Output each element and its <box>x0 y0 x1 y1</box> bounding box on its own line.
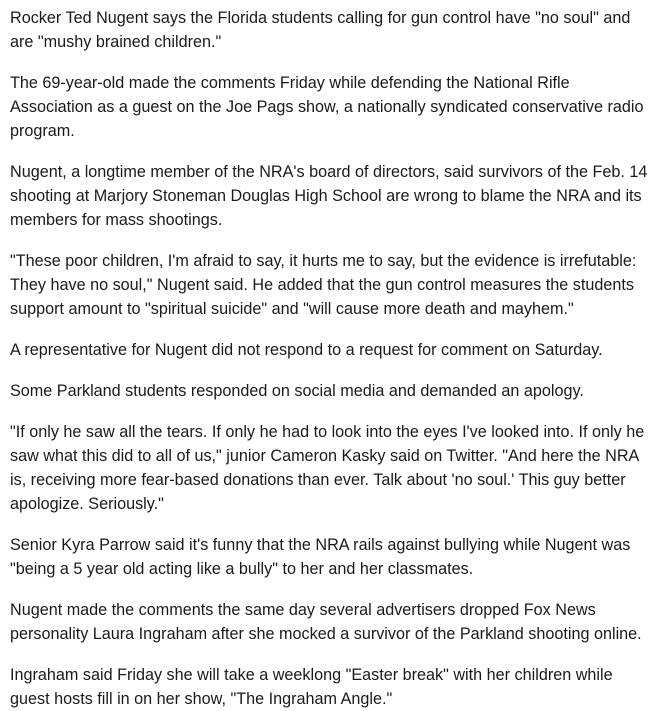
article-paragraph: "If only he saw all the tears. If only he had to look into the eyes I've looked into. If only he saw what this did to all of us," junior Cameron Kasky said on Twitter. "And here the NRA is, receiving more fear-based donations than ever. Talk about 'no soul.' This guy better apologize. Seriously." <box>10 423 645 513</box>
article-paragraph: A representative for Nugent did not respond to a request for comment on Saturday. <box>10 341 603 359</box>
article-paragraph: Senior Kyra Parrow said it's funny that the NRA rails against bullying while Nugent was "being a 5 year old acting like a bully" to her and her classmates. <box>10 536 631 578</box>
article-paragraph: Some Parkland students responded on social media and demanded an apology. <box>10 382 584 400</box>
article-paragraph: Ingraham said Friday she will take a weeklong "Easter break" with her children while guest hosts fill in on her show, "The Ingraham Angle." <box>10 666 613 708</box>
article-paragraph: Rocker Ted Nugent says the Florida students calling for gun control have "no soul" and are "mushy brained children." <box>10 9 631 51</box>
article-paragraph: Nugent, a longtime member of the NRA's board of directors, said survivors of the Feb. 14 shooting at Marjory Stoneman Douglas High School are wrong to blame the NRA and its members for mass shootings. <box>10 163 648 229</box>
article-paragraph: "These poor children, I'm afraid to say, it hurts me to say, but the evidence is irrefutable: They have no soul," Nugent said. He added that the gun control measures the students support amount to "spiritual suicide" and "will cause more death and mayhem." <box>10 252 637 318</box>
article-paragraph: The 69-year-old made the comments Friday while defending the National Rifle Association as a guest on the Joe Pags show, a nationally syndicated conservative radio program. <box>10 74 644 140</box>
article-paragraph: Nugent made the comments the same day several advertisers dropped Fox News personality Laura Ingraham after she mocked a survivor of the Parkland shooting online. <box>10 601 642 643</box>
